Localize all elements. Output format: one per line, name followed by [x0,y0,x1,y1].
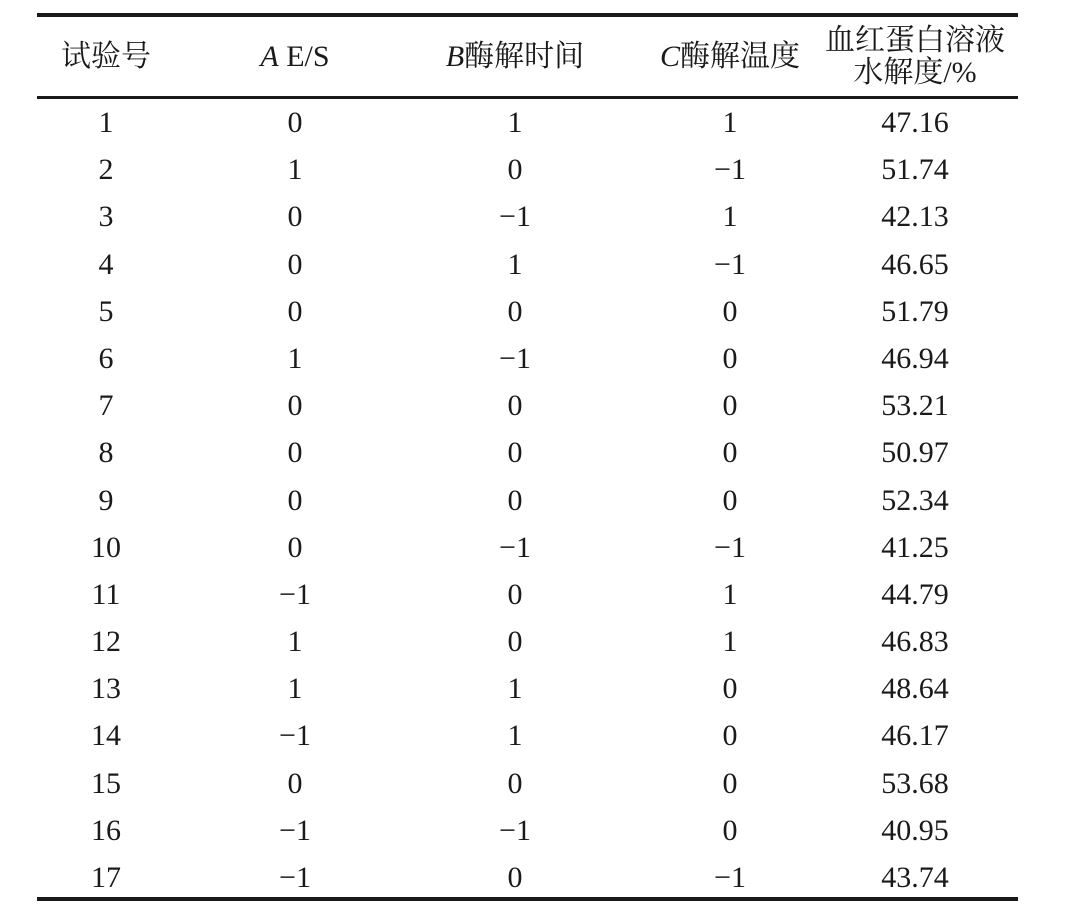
cell-factor-a: 1 [287,672,303,706]
cell-factor-a: 0 [287,436,303,470]
cell-hydrolysis-degree: 44.79 [881,577,949,611]
header-factor-b [415,17,615,96]
cell-factor-b: 0 [507,436,523,470]
table-row [37,99,1018,146]
header-factor-c-label: 酶解温度 [680,39,800,73]
header-factor-b-label: 酶解时间 [464,39,585,73]
table-body [37,99,1018,901]
table-row [37,760,1018,807]
cell-factor-b: 1 [507,106,523,139]
cell-trial-no: 13 [91,672,121,706]
cell-factor-c: −1 [714,530,746,564]
cell-trial-no: 2 [98,153,114,187]
cell-factor-a: 0 [287,483,303,517]
cell-trial-no: 14 [91,719,121,753]
cell-factor-c: 1 [722,577,738,611]
cell-factor-b: −1 [499,530,531,564]
cell-hydrolysis-degree: 47.16 [881,106,949,139]
table-row [37,288,1018,335]
cell-factor-c: 0 [722,813,738,847]
header-factor-a [175,17,415,96]
table-row [37,618,1018,665]
header-factor-c-symbol: C [659,39,680,73]
cell-trial-no: 15 [91,766,121,800]
cell-factor-b: 0 [507,153,523,187]
cell-hydrolysis-degree: 46.17 [881,719,949,753]
cell-factor-c: −1 [714,153,746,187]
cell-hydrolysis-degree: 42.13 [881,200,949,234]
table-row [37,854,1018,901]
header-trial-no [37,17,175,96]
cell-factor-a: 1 [287,341,303,375]
cell-factor-b: 0 [507,766,523,800]
cell-factor-c: 0 [722,672,738,706]
cell-factor-c: 0 [722,766,738,800]
cell-hydrolysis-degree: 51.79 [881,294,949,328]
cell-factor-c: 1 [722,200,738,234]
cell-factor-c: 0 [722,436,738,470]
cell-hydrolysis-degree: 51.74 [881,153,949,187]
cell-trial-no: 17 [91,861,121,894]
cell-factor-c: 1 [722,106,738,139]
table-row [37,382,1018,429]
cell-factor-b: 0 [507,294,523,328]
cell-factor-a: 0 [287,247,303,281]
cell-factor-a: 0 [287,200,303,234]
cell-hydrolysis-degree: 40.95 [881,813,949,847]
header-factor-a-label: E/S [278,39,330,73]
cell-factor-a: 1 [287,153,303,187]
table-row [37,807,1018,854]
experiment-table [37,0,1018,906]
header-hydrolysis-degree [825,17,1005,96]
table-row [37,146,1018,193]
table-row [37,193,1018,240]
table-row [37,429,1018,476]
header-hydrolysis-line1: 血红蛋白溶液 [825,23,1005,57]
cell-factor-c: −1 [714,247,746,281]
header-trial-no-label: 试验号 [61,39,151,73]
cell-hydrolysis-degree: 46.65 [881,247,949,281]
cell-factor-b: 1 [507,672,523,706]
cell-factor-b: 0 [507,577,523,611]
cell-trial-no: 1 [98,106,114,139]
cell-hydrolysis-degree: 43.74 [881,861,949,894]
cell-trial-no: 9 [98,483,114,517]
cell-factor-c: 0 [722,719,738,753]
cell-factor-b: 0 [507,625,523,659]
cell-factor-a: −1 [279,719,311,753]
cell-factor-c: 0 [722,341,738,375]
cell-hydrolysis-degree: 50.97 [881,436,949,470]
cell-trial-no: 3 [98,200,114,234]
cell-factor-c: 1 [722,625,738,659]
cell-factor-a: 1 [287,625,303,659]
cell-factor-c: −1 [714,861,746,894]
cell-factor-a: 0 [287,766,303,800]
cell-trial-no: 12 [91,625,121,659]
cell-factor-a: −1 [279,813,311,847]
cell-trial-no: 11 [91,577,121,611]
header-factor-b-symbol: B [445,39,465,73]
cell-factor-b: 0 [507,483,523,517]
table-row [37,335,1018,382]
table-row [37,665,1018,712]
cell-factor-a: −1 [279,577,311,611]
table-row [37,477,1018,524]
cell-factor-b: 1 [507,247,523,281]
cell-hydrolysis-degree: 53.68 [881,766,949,800]
cell-trial-no: 16 [91,813,121,847]
cell-trial-no: 4 [98,247,114,281]
cell-hydrolysis-degree: 46.83 [881,625,949,659]
cell-factor-b: 1 [507,719,523,753]
cell-hydrolysis-degree: 52.34 [881,483,949,517]
cell-factor-a: −1 [279,861,311,894]
cell-trial-no: 5 [98,294,114,328]
table-row [37,241,1018,288]
cell-trial-no: 7 [98,389,114,423]
cell-factor-b: −1 [499,341,531,375]
cell-factor-b: −1 [499,200,531,234]
cell-hydrolysis-degree: 53.21 [881,389,949,423]
header-factor-c [615,17,845,96]
cell-factor-c: 0 [722,389,738,423]
table-row [37,712,1018,759]
cell-factor-a: 0 [287,106,303,139]
header-hydrolysis-line2: 水解度/% [853,55,977,89]
cell-hydrolysis-degree: 46.94 [881,341,949,375]
cell-factor-b: −1 [499,813,531,847]
table-row [37,571,1018,618]
cell-factor-c: 0 [722,483,738,517]
cell-hydrolysis-degree: 41.25 [881,530,949,564]
cell-factor-a: 0 [287,389,303,423]
cell-factor-b: 0 [507,389,523,423]
cell-hydrolysis-degree: 48.64 [881,672,949,706]
cell-factor-c: 0 [722,294,738,328]
cell-trial-no: 8 [98,436,114,470]
cell-trial-no: 10 [91,530,121,564]
cell-factor-b: 0 [507,861,523,894]
table-row [37,524,1018,571]
cell-trial-no: 6 [98,341,114,375]
header-factor-a-symbol: A [260,39,279,73]
cell-factor-a: 0 [287,294,303,328]
cell-factor-a: 0 [287,530,303,564]
